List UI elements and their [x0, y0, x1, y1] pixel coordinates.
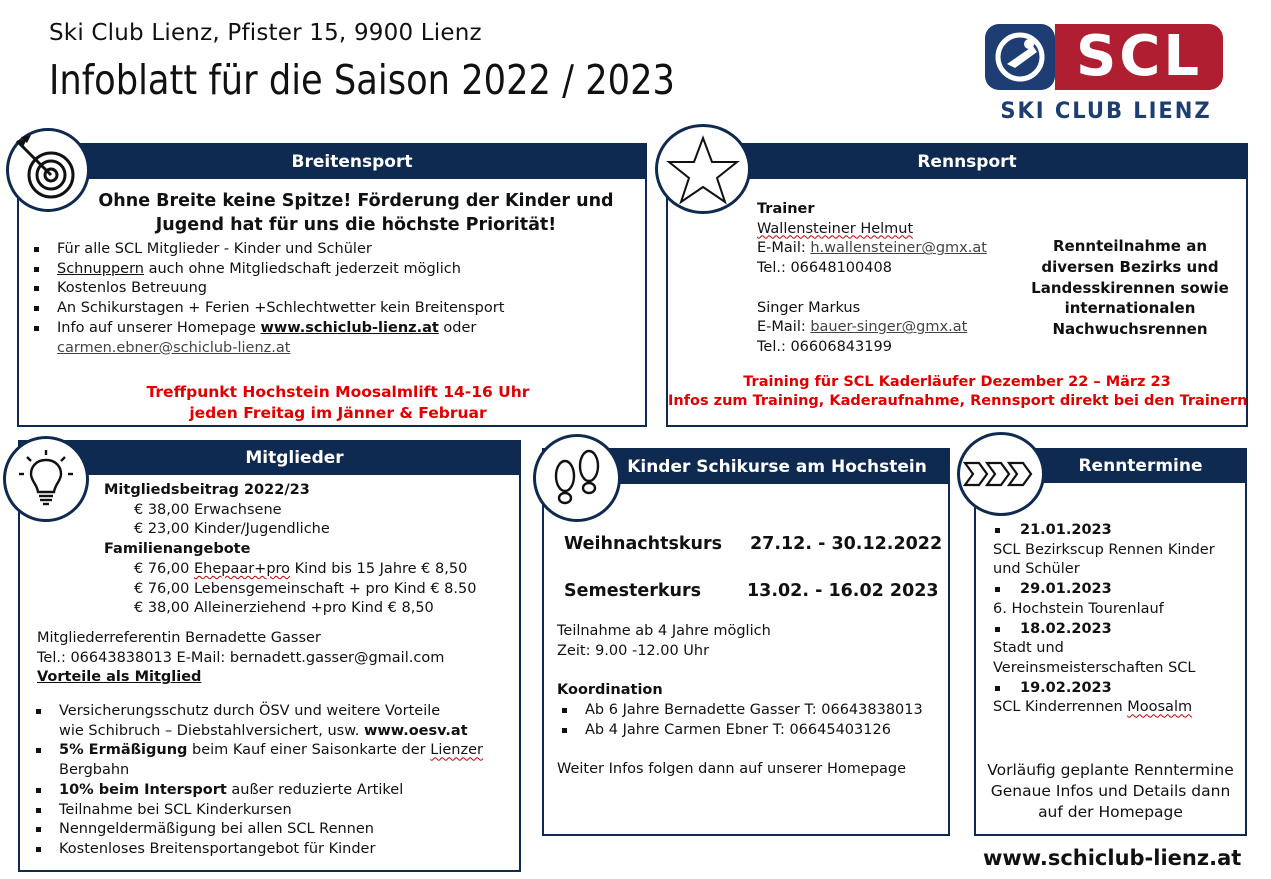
list-item: Nenngeldermäßigung bei allen SCL Rennen	[34, 820, 483, 840]
footer-url[interactable]: www.schiclub-lienz.at	[983, 846, 1242, 870]
rennsport-description: Rennteilnahme an diversen Bezirks und Landesskirennen sowie internationalen Nachwuchsrennen	[1031, 237, 1229, 339]
list-item: Versicherungsschutz durch ÖSV und weitere Vorteile wie Schibruch – Diebstahlversichert, usw. www.oesv.at	[34, 702, 483, 741]
coordination-list	[560, 701, 923, 740]
race-note: Vorläufig geplante Renntermine Genaue Infos und Details dann auf der Homepage	[987, 761, 1234, 821]
mitglieder-title: Mitglieder	[20, 442, 519, 475]
course-details: Teilnahme ab 4 Jahre möglich Zeit: 9.00 -12.00 Uhr Koordination	[557, 623, 771, 699]
renntermine-title: Renntermine	[976, 450, 1245, 483]
lightbulb-icon-circle	[3, 436, 89, 522]
list-item: 5% Ermäßigung beim Kauf einer Saisonkarte der Lienzer Bergbahn	[34, 741, 483, 780]
course-1-name: Weihnachtskurs	[564, 534, 723, 554]
list-item: Schnuppern auch ohne Mitgliedschaft jederzeit möglich	[32, 260, 504, 280]
member-benefits-list	[34, 702, 483, 860]
race-date: 19.02.2023	[993, 679, 1215, 699]
list-item: Für alle SCL Mitglieder - Kinder und Schüler	[32, 240, 504, 260]
oesv-link[interactable]: www.oesv.at	[363, 722, 468, 739]
list-item: Kostenlos Betreuung	[32, 279, 504, 299]
footprints-icon	[545, 446, 609, 510]
skier-logo-icon	[985, 24, 1055, 90]
footprints-icon-circle	[533, 434, 621, 522]
lightbulb-icon	[15, 448, 77, 510]
course-2-name: Semesterkurs	[564, 581, 702, 601]
email-link[interactable]: carmen.ebner@schiclub-lienz.at	[57, 339, 291, 356]
breitensport-title: Breitensport	[19, 145, 645, 179]
meeting-point: Treffpunkt Hochstein Moosalmlift 14-16 Uhr jeden Freitag im Jänner & Februar	[146, 383, 530, 422]
target-icon-circle	[6, 128, 90, 212]
breitensport-list	[32, 240, 504, 358]
list-item: Ab 6 Jahre Bernadette Gasser T: 06643838013	[560, 701, 923, 721]
list-item: 10% beim Intersport außer reduzierte Artikel	[34, 781, 483, 801]
race-dates: 21.01.2023 SCL Bezirkscup Rennen Kinder und Schüler 29.01.2023 6. Hochstein Tourenlauf 18.02.2023 Stadt und Vereinsmeisterschaften SCL 19.02.2023 SCL Kinderrennen Moosalm	[993, 522, 1215, 716]
trainer1-email-link[interactable]: h.wallensteiner@gmx.at	[810, 240, 987, 257]
logo-mark-text: SCL	[1075, 24, 1203, 89]
member-contact: Mitgliederreferentin Bernadette Gasser Tel.: 06643838013 E-Mail: bernadett.gasser@gmail.com Vorteile als Mitglied	[37, 630, 445, 686]
race-date: 21.01.2023	[993, 521, 1215, 541]
page-title: Infoblatt für die Saison 2022 / 2023	[49, 56, 675, 104]
schnuppern-link[interactable]: Schnuppern	[57, 260, 144, 277]
trainer-block: Trainer Wallensteiner Helmut E-Mail: h.wallensteiner@gmx.at Tel.: 06648100408 Singer Markus E-Mail: bauer-singer@gmx.at Tel.: 06606843199	[757, 201, 987, 355]
course-more-info: Weiter Infos folgen dann auf unserer Homepage	[557, 761, 907, 777]
star-icon	[665, 134, 741, 204]
star-icon-circle	[655, 124, 751, 214]
logo-name: SKI CLUB LIENZ	[1000, 99, 1212, 124]
list-item: An Schikurstagen + Ferien +Schlechtwetter kein Breitensport	[32, 299, 504, 319]
chevrons-icon	[961, 459, 1041, 489]
training-info: Training für SCL Kaderläufer Dezember 22 – März 23 Infos zum Training, Kaderaufnahme, Rennsport direkt bei den Trainern	[668, 374, 1248, 409]
list-item: Ab 4 Jahre Carmen Ebner T: 06645403126	[560, 721, 923, 741]
membership-fees: Mitgliedsbeitrag 2022/23 € 38,00 Erwachsene € 23,00 Kinder/Jugendliche Familienangebote € 76,00 Ehepaar+pro Kind bis 15 Jahre € 8,50 € 76,00 Lebensgemeinschaft + pro Kind € 8.50 € 38,00 Alleinerziehend +pro Kind € 8,50	[104, 482, 477, 617]
rennsport-title: Rennsport	[668, 145, 1246, 179]
kinder-title: Kinder Schikurse am Hochstein	[544, 450, 948, 484]
course-1-date: 27.12. - 30.12.2022	[750, 534, 943, 554]
trainer2-email-link[interactable]: bauer-singer@gmx.at	[810, 319, 968, 336]
target-icon	[13, 135, 83, 205]
list-item: Teilnahme bei SCL Kinderkursen	[34, 801, 483, 821]
race-date: 18.02.2023	[993, 620, 1215, 640]
race-date: 29.01.2023	[993, 580, 1215, 600]
arrows-icon-circle	[957, 432, 1045, 516]
course-2-date: 13.02. - 16.02 2023	[747, 581, 939, 601]
club-address: Ski Club Lienz, Pfister 15, 9900 Lienz	[49, 20, 482, 46]
homepage-link[interactable]: www.schiclub-lienz.at	[260, 319, 439, 336]
club-logo	[985, 22, 1227, 132]
list-item: Info auf unserer Homepage www.schiclub-lienz.at oder carmen.ebner@schiclub-lienz.at	[32, 319, 504, 358]
list-item: Kostenloses Breitensportangebot für Kinder	[34, 840, 483, 860]
breitensport-slogan: Ohne Breite keine Spitze! Förderung der Kinder und Jugend hat für uns die höchste Priorität!	[98, 191, 614, 235]
